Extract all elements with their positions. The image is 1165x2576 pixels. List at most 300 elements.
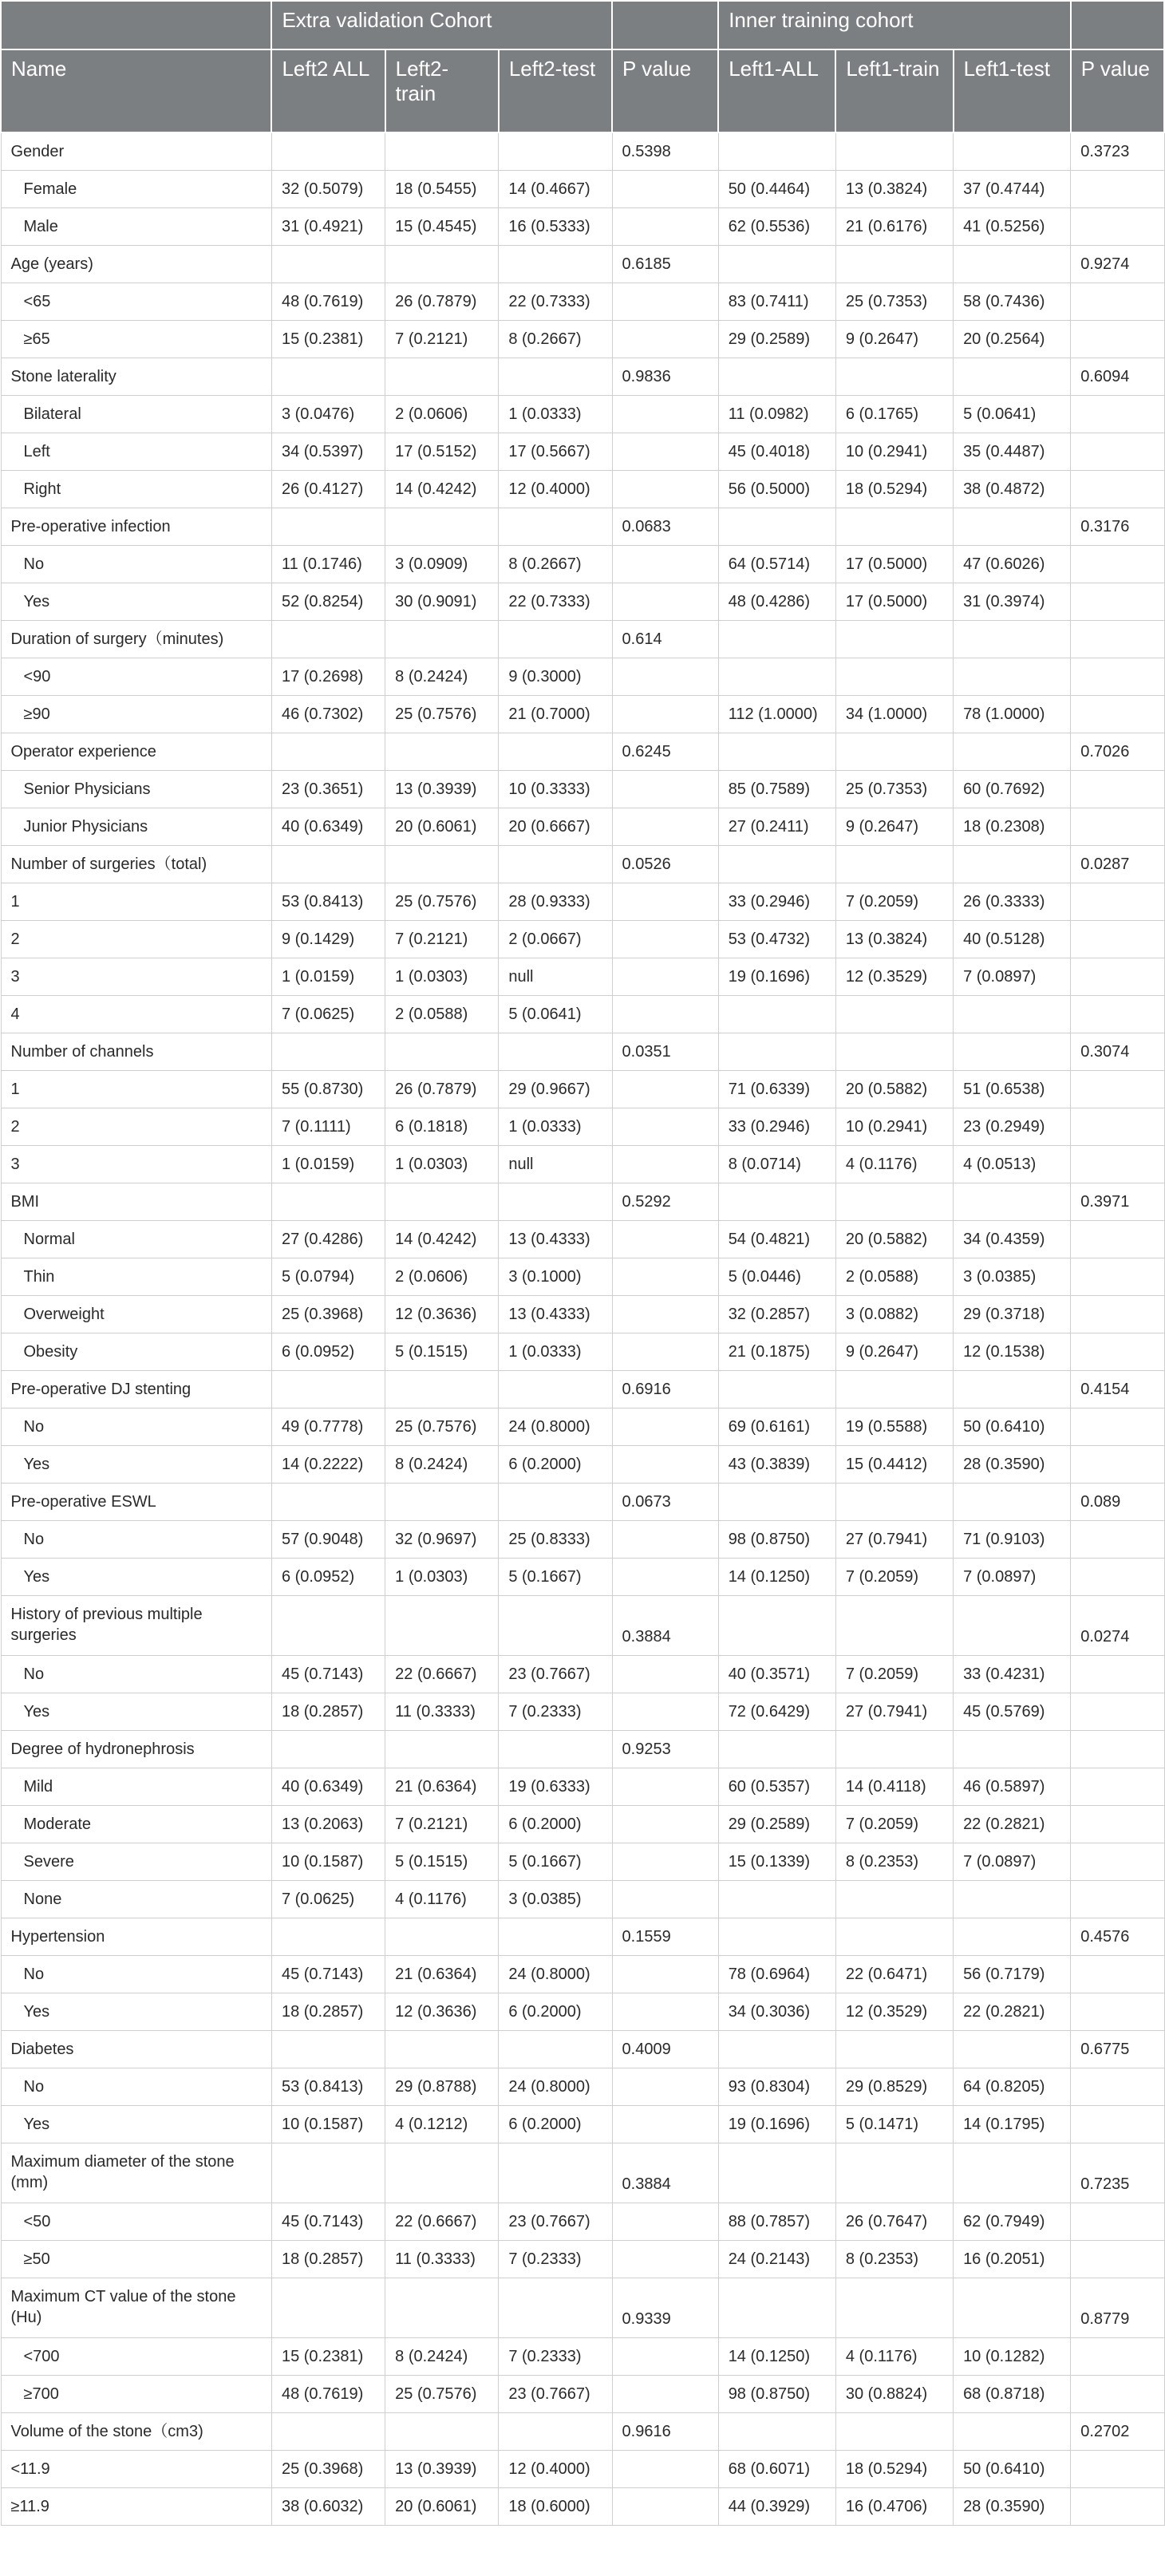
empty-cell — [835, 2143, 953, 2203]
data-cell: 13 (0.4333) — [499, 1296, 612, 1333]
table-row — [1, 1656, 1164, 1693]
data-cell: 9 (0.1429) — [271, 921, 385, 958]
data-cell — [612, 283, 718, 321]
empty-cell — [718, 1918, 835, 1956]
row-label: Left — [1, 433, 271, 471]
data-cell: 8 (0.2353) — [835, 2241, 953, 2278]
data-cell: 34 (0.4359) — [954, 1221, 1071, 1258]
data-cell: 18 (0.2308) — [954, 808, 1071, 846]
data-cell: 1 (0.0159) — [271, 1146, 385, 1183]
data-cell: 88 (0.7857) — [718, 2203, 835, 2241]
table-row — [1, 1333, 1164, 1371]
data-cell — [1071, 1693, 1164, 1731]
data-cell: 85 (0.7589) — [718, 771, 835, 808]
p-value-extra: 0.0683 — [612, 508, 718, 546]
data-cell — [835, 996, 953, 1033]
table-header — [1, 1, 1164, 132]
data-cell: 98 (0.8750) — [718, 1521, 835, 1559]
p-value-inner — [1071, 621, 1164, 658]
data-cell: 46 (0.5897) — [954, 1768, 1071, 1806]
data-cell: 7 (0.0897) — [954, 958, 1071, 996]
data-cell: 78 (0.6964) — [718, 1956, 835, 1993]
row-label: Obesity — [1, 1333, 271, 1371]
data-cell — [612, 958, 718, 996]
empty-cell — [271, 2413, 385, 2451]
data-cell: 5 (0.0446) — [718, 1258, 835, 1296]
data-cell — [1071, 2338, 1164, 2376]
data-cell: 27 (0.7941) — [835, 1693, 953, 1731]
data-cell: 26 (0.4127) — [271, 471, 385, 508]
data-cell: 7 (0.2121) — [385, 321, 499, 358]
p-value-inner: 0.4576 — [1071, 1918, 1164, 1956]
row-label: Maximum diameter of the stone (mm) — [1, 2143, 271, 2203]
data-cell: 25 (0.7576) — [385, 1409, 499, 1446]
empty-cell — [835, 2031, 953, 2068]
empty-cell — [718, 733, 835, 771]
data-cell: 22 (0.6667) — [385, 2203, 499, 2241]
empty-cell — [271, 2278, 385, 2338]
header-blank-p — [612, 1, 718, 49]
table-group-row — [1, 2413, 1164, 2451]
row-label: Pre-operative infection — [1, 508, 271, 546]
data-cell — [612, 2241, 718, 2278]
data-cell: 68 (0.8718) — [954, 2376, 1071, 2413]
data-cell: 17 (0.5667) — [499, 433, 612, 471]
empty-cell — [385, 2278, 499, 2338]
empty-cell — [271, 246, 385, 283]
data-cell: 8 (0.2353) — [835, 1843, 953, 1881]
data-cell: 19 (0.5588) — [835, 1409, 953, 1446]
data-cell: 64 (0.8205) — [954, 2068, 1071, 2106]
data-cell — [1071, 1296, 1164, 1333]
empty-cell — [835, 2413, 953, 2451]
data-cell: 1 (0.0333) — [499, 1333, 612, 1371]
p-value-extra: 0.1559 — [612, 1918, 718, 1956]
data-cell — [612, 2106, 718, 2143]
table-row — [1, 2106, 1164, 2143]
data-cell: 83 (0.7411) — [718, 283, 835, 321]
header-name: Name — [1, 49, 271, 132]
data-cell: 62 (0.7949) — [954, 2203, 1071, 2241]
data-cell: 2 (0.0606) — [385, 1258, 499, 1296]
data-cell — [612, 1693, 718, 1731]
data-cell: 17 (0.5152) — [385, 433, 499, 471]
data-cell — [612, 1221, 718, 1258]
row-label: Yes — [1, 583, 271, 621]
data-cell: 47 (0.6026) — [954, 546, 1071, 583]
data-cell: null — [499, 958, 612, 996]
empty-cell — [499, 2031, 612, 2068]
row-label: No — [1, 2068, 271, 2106]
row-label: 3 — [1, 958, 271, 996]
empty-cell — [835, 1596, 953, 1656]
data-cell: 16 (0.4706) — [835, 2488, 953, 2526]
data-cell: 7 (0.2121) — [385, 1806, 499, 1843]
row-label: Operator experience — [1, 733, 271, 771]
row-label: Duration of surgery（minutes) — [1, 621, 271, 658]
data-cell: 18 (0.5294) — [835, 2451, 953, 2488]
p-value-extra: 0.6185 — [612, 246, 718, 283]
p-value-extra: 0.9616 — [612, 2413, 718, 2451]
table-row — [1, 1409, 1164, 1446]
data-cell: 28 (0.3590) — [954, 2488, 1071, 2526]
data-cell: 8 (0.2424) — [385, 2338, 499, 2376]
row-label: Yes — [1, 1693, 271, 1731]
table-row — [1, 921, 1164, 958]
data-cell: 14 (0.1250) — [718, 1559, 835, 1596]
data-cell — [1071, 696, 1164, 733]
empty-cell — [385, 1033, 499, 1071]
p-value-extra: 0.5398 — [612, 132, 718, 171]
data-cell: 33 (0.2946) — [718, 883, 835, 921]
table-row — [1, 396, 1164, 433]
empty-cell — [954, 1183, 1071, 1221]
table-group-row — [1, 508, 1164, 546]
p-value-inner: 0.0287 — [1071, 846, 1164, 883]
table-row — [1, 1956, 1164, 1993]
data-cell — [612, 321, 718, 358]
empty-cell — [499, 733, 612, 771]
data-cell: 3 (0.0476) — [271, 396, 385, 433]
data-cell: 45 (0.7143) — [271, 1956, 385, 1993]
data-cell: 14 (0.4242) — [385, 1221, 499, 1258]
empty-cell — [718, 1731, 835, 1768]
data-cell: 7 (0.2333) — [499, 2241, 612, 2278]
data-cell — [1071, 1446, 1164, 1484]
data-cell: 32 (0.5079) — [271, 171, 385, 208]
data-cell: 8 (0.2424) — [385, 658, 499, 696]
header-left2-all: Left2 ALL — [271, 49, 385, 132]
data-cell: 7 (0.2333) — [499, 2338, 612, 2376]
empty-cell — [271, 733, 385, 771]
table-group-row — [1, 1183, 1164, 1221]
data-cell — [1071, 1956, 1164, 1993]
data-cell: 14 (0.4118) — [835, 1768, 953, 1806]
data-cell: 18 (0.5455) — [385, 171, 499, 208]
data-cell: 17 (0.5000) — [835, 546, 953, 583]
empty-cell — [271, 132, 385, 171]
data-cell: 34 (1.0000) — [835, 696, 953, 733]
empty-cell — [385, 2031, 499, 2068]
data-cell — [1071, 471, 1164, 508]
data-cell: 45 (0.7143) — [271, 1656, 385, 1693]
empty-cell — [499, 846, 612, 883]
empty-cell — [385, 1183, 499, 1221]
header-left1-all: Left1-ALL — [718, 49, 835, 132]
row-label: Pre-operative DJ stenting — [1, 1371, 271, 1409]
data-cell: 12 (0.4000) — [499, 2451, 612, 2488]
data-cell: 15 (0.2381) — [271, 321, 385, 358]
data-cell: 32 (0.2857) — [718, 1296, 835, 1333]
table-group-row — [1, 2278, 1164, 2338]
data-cell: 33 (0.4231) — [954, 1656, 1071, 1693]
table-group-row — [1, 1371, 1164, 1409]
empty-cell — [954, 2413, 1071, 2451]
data-cell: 13 (0.3939) — [385, 771, 499, 808]
data-cell: 3 (0.0385) — [954, 1258, 1071, 1296]
data-cell: 10 (0.1282) — [954, 2338, 1071, 2376]
header-left2-test: Left2-test — [499, 49, 612, 132]
data-cell — [612, 1559, 718, 1596]
data-cell: 27 (0.2411) — [718, 808, 835, 846]
data-cell: 20 (0.6061) — [385, 2488, 499, 2526]
empty-cell — [718, 358, 835, 396]
data-cell: 2 (0.0588) — [385, 996, 499, 1033]
data-cell: 14 (0.1795) — [954, 2106, 1071, 2143]
data-cell: 29 (0.8788) — [385, 2068, 499, 2106]
empty-cell — [835, 1484, 953, 1521]
table-group-row — [1, 621, 1164, 658]
data-cell: 25 (0.3968) — [271, 2451, 385, 2488]
empty-cell — [385, 621, 499, 658]
empty-cell — [499, 1371, 612, 1409]
data-cell: 13 (0.4333) — [499, 1221, 612, 1258]
p-value-inner: 0.7026 — [1071, 733, 1164, 771]
p-value-inner: 0.6775 — [1071, 2031, 1164, 2068]
data-cell: 25 (0.3968) — [271, 1296, 385, 1333]
data-cell: 31 (0.4921) — [271, 208, 385, 246]
data-cell — [612, 771, 718, 808]
header-extra-validation-cohort: Extra validation Cohort — [271, 1, 612, 49]
data-cell: 1 (0.0333) — [499, 1108, 612, 1146]
data-cell — [612, 883, 718, 921]
table-row — [1, 1146, 1164, 1183]
data-cell: 21 (0.1875) — [718, 1333, 835, 1371]
data-cell: 5 (0.0641) — [499, 996, 612, 1033]
table-row — [1, 433, 1164, 471]
data-cell: 4 (0.1176) — [835, 1146, 953, 1183]
data-cell — [1071, 1071, 1164, 1108]
p-value-extra: 0.3884 — [612, 2143, 718, 2203]
data-cell: 5 (0.0641) — [954, 396, 1071, 433]
empty-cell — [718, 846, 835, 883]
data-cell: 18 (0.5294) — [835, 471, 953, 508]
data-cell: 12 (0.4000) — [499, 471, 612, 508]
data-cell: 3 (0.1000) — [499, 1258, 612, 1296]
empty-cell — [385, 1918, 499, 1956]
data-cell: 6 (0.2000) — [499, 1806, 612, 1843]
data-cell — [1071, 883, 1164, 921]
data-cell: 40 (0.6349) — [271, 808, 385, 846]
data-cell: 8 (0.2667) — [499, 321, 612, 358]
empty-cell — [954, 846, 1071, 883]
p-value-extra: 0.3884 — [612, 1596, 718, 1656]
data-cell: 4 (0.1176) — [385, 1881, 499, 1918]
data-cell: 5 (0.1515) — [385, 1333, 499, 1371]
empty-cell — [954, 246, 1071, 283]
empty-cell — [385, 508, 499, 546]
data-cell: 14 (0.4667) — [499, 171, 612, 208]
data-cell — [1071, 1881, 1164, 1918]
data-cell: 2 (0.0588) — [835, 1258, 953, 1296]
empty-cell — [271, 1731, 385, 1768]
table-group-row — [1, 2031, 1164, 2068]
data-cell: 78 (1.0000) — [954, 696, 1071, 733]
data-cell: 7 (0.0897) — [954, 1559, 1071, 1596]
data-cell — [1071, 1806, 1164, 1843]
empty-cell — [385, 132, 499, 171]
empty-cell — [271, 1371, 385, 1409]
data-cell: 25 (0.7576) — [385, 696, 499, 733]
data-cell: 20 (0.5882) — [835, 1221, 953, 1258]
data-cell — [612, 396, 718, 433]
data-cell — [1071, 2241, 1164, 2278]
empty-cell — [954, 508, 1071, 546]
data-cell — [612, 2376, 718, 2413]
data-cell — [1071, 171, 1164, 208]
table-group-row — [1, 1596, 1164, 1656]
row-label: Junior Physicians — [1, 808, 271, 846]
data-cell: 4 (0.0513) — [954, 1146, 1071, 1183]
data-cell: 34 (0.3036) — [718, 1993, 835, 2031]
empty-cell — [835, 1731, 953, 1768]
data-cell: 24 (0.8000) — [499, 1956, 612, 1993]
data-cell — [612, 2488, 718, 2526]
empty-cell — [835, 358, 953, 396]
empty-cell — [835, 508, 953, 546]
data-cell — [612, 1409, 718, 1446]
p-value-extra: 0.9253 — [612, 1731, 718, 1768]
empty-cell — [835, 2278, 953, 2338]
data-cell: 10 (0.2941) — [835, 433, 953, 471]
empty-cell — [385, 846, 499, 883]
row-label: <700 — [1, 2338, 271, 2376]
data-cell: 1 (0.0303) — [385, 958, 499, 996]
row-label: Diabetes — [1, 2031, 271, 2068]
row-label: ≥90 — [1, 696, 271, 733]
data-cell: 40 (0.5128) — [954, 921, 1071, 958]
data-cell: 19 (0.6333) — [499, 1768, 612, 1806]
empty-cell — [954, 621, 1071, 658]
data-cell — [612, 1333, 718, 1371]
empty-cell — [835, 246, 953, 283]
empty-cell — [499, 2278, 612, 2338]
data-cell: 29 (0.2589) — [718, 321, 835, 358]
data-cell: 40 (0.3571) — [718, 1656, 835, 1693]
data-cell: null — [499, 1146, 612, 1183]
data-cell — [1071, 921, 1164, 958]
row-label: Degree of hydronephrosis — [1, 1731, 271, 1768]
data-cell: 20 (0.2564) — [954, 321, 1071, 358]
data-cell: 12 (0.1538) — [954, 1333, 1071, 1371]
empty-cell — [385, 1596, 499, 1656]
data-cell: 38 (0.6032) — [271, 2488, 385, 2526]
data-cell: 48 (0.7619) — [271, 2376, 385, 2413]
data-cell — [612, 546, 718, 583]
row-label: Mild — [1, 1768, 271, 1806]
data-cell — [1071, 1559, 1164, 1596]
row-label: ≥65 — [1, 321, 271, 358]
empty-cell — [499, 1596, 612, 1656]
header-p-value: P value — [612, 49, 718, 132]
empty-cell — [835, 733, 953, 771]
p-value-extra: 0.9339 — [612, 2278, 718, 2338]
empty-cell — [954, 1918, 1071, 1956]
data-cell: 24 (0.2143) — [718, 2241, 835, 2278]
data-cell: 7 (0.0897) — [954, 1843, 1071, 1881]
empty-cell — [499, 621, 612, 658]
empty-cell — [718, 1371, 835, 1409]
empty-cell — [718, 246, 835, 283]
data-cell: 27 (0.4286) — [271, 1221, 385, 1258]
data-cell: 7 (0.2059) — [835, 1559, 953, 1596]
data-cell: 10 (0.2941) — [835, 1108, 953, 1146]
data-cell: 15 (0.1339) — [718, 1843, 835, 1881]
header-left1-test: Left1-test — [954, 49, 1071, 132]
data-cell: 54 (0.4821) — [718, 1221, 835, 1258]
data-cell — [1071, 1656, 1164, 1693]
p-value-inner: 0.3723 — [1071, 132, 1164, 171]
data-cell — [612, 583, 718, 621]
data-cell: 6 (0.2000) — [499, 2106, 612, 2143]
data-cell: 26 (0.7879) — [385, 283, 499, 321]
table-group-row — [1, 1731, 1164, 1768]
data-cell: 15 (0.4412) — [835, 1446, 953, 1484]
table-group-row — [1, 1484, 1164, 1521]
header-p-value-2: P value — [1071, 49, 1164, 132]
data-cell: 23 (0.7667) — [499, 1656, 612, 1693]
data-cell: 34 (0.5397) — [271, 433, 385, 471]
data-cell: 23 (0.7667) — [499, 2203, 612, 2241]
row-label: 1 — [1, 883, 271, 921]
data-cell: 8 (0.2667) — [499, 546, 612, 583]
data-cell: 7 (0.2333) — [499, 1693, 612, 1731]
row-label: No — [1, 1656, 271, 1693]
data-cell: 45 (0.4018) — [718, 433, 835, 471]
row-label: Yes — [1, 1446, 271, 1484]
row-label: <90 — [1, 658, 271, 696]
data-cell: 11 (0.3333) — [385, 1693, 499, 1731]
data-cell — [612, 696, 718, 733]
data-cell: 33 (0.2946) — [718, 1108, 835, 1146]
table-row — [1, 171, 1164, 208]
table-group-row — [1, 246, 1164, 283]
row-label: 2 — [1, 921, 271, 958]
empty-cell — [835, 846, 953, 883]
data-cell — [612, 1881, 718, 1918]
empty-cell — [385, 1484, 499, 1521]
data-cell: 24 (0.8000) — [499, 2068, 612, 2106]
empty-cell — [499, 132, 612, 171]
empty-cell — [954, 1596, 1071, 1656]
data-cell: 11 (0.0982) — [718, 396, 835, 433]
data-cell: 5 (0.1471) — [835, 2106, 953, 2143]
data-cell: 10 (0.1587) — [271, 1843, 385, 1881]
data-cell: 2 (0.0667) — [499, 921, 612, 958]
data-cell: 9 (0.2647) — [835, 1333, 953, 1371]
empty-cell — [718, 2031, 835, 2068]
data-cell — [1071, 2376, 1164, 2413]
data-cell: 16 (0.2051) — [954, 2241, 1071, 2278]
data-cell: 46 (0.7302) — [271, 696, 385, 733]
data-cell: 2 (0.0606) — [385, 396, 499, 433]
empty-cell — [499, 1731, 612, 1768]
data-cell: 1 (0.0159) — [271, 958, 385, 996]
row-label: Age (years) — [1, 246, 271, 283]
data-cell: 24 (0.8000) — [499, 1409, 612, 1446]
table-row — [1, 996, 1164, 1033]
data-cell: 48 (0.4286) — [718, 583, 835, 621]
data-cell: 7 (0.0625) — [271, 1881, 385, 1918]
data-cell: 7 (0.0625) — [271, 996, 385, 1033]
data-cell: 9 (0.2647) — [835, 321, 953, 358]
row-label: History of previous multiple surgeries — [1, 1596, 271, 1656]
row-label: Female — [1, 171, 271, 208]
data-cell: 27 (0.7941) — [835, 1521, 953, 1559]
row-label: No — [1, 1956, 271, 1993]
data-cell: 6 (0.1765) — [835, 396, 953, 433]
p-value-inner: 0.2702 — [1071, 2413, 1164, 2451]
